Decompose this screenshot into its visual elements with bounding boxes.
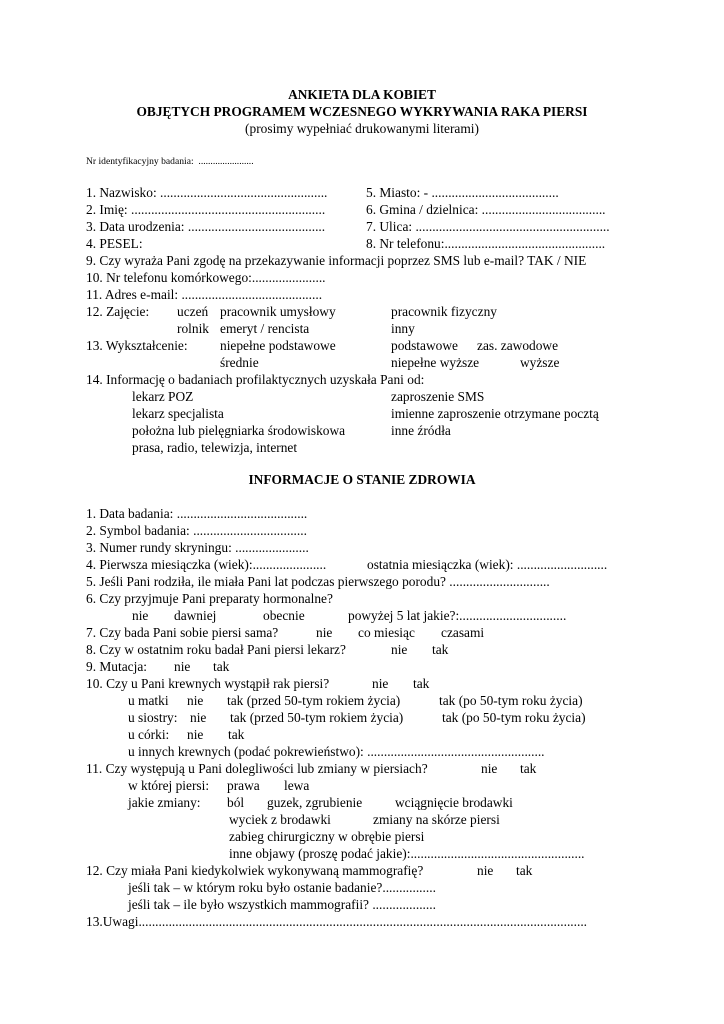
mammography-count-field[interactable]: jeśli tak – ile było wszystkich mammografii? ...................: [128, 897, 436, 912]
exam-date-field[interactable]: 1. Data badania: .......................................: [86, 506, 308, 521]
info-source-option[interactable]: inne źródła: [391, 423, 451, 438]
info-source-option[interactable]: prasa, radio, telewizja, internet: [132, 440, 298, 455]
hormones-question: 6. Czy przyjmuje Pani preparaty hormonalne?: [86, 591, 333, 606]
breast-changes-option[interactable]: nie: [481, 761, 498, 776]
mutation-option[interactable]: nie: [174, 659, 191, 674]
which-breast-label: w której piersi:: [128, 778, 210, 793]
district-field[interactable]: 6. Gmina / dzielnica: .....................................: [366, 202, 606, 217]
first-name-field[interactable]: 2. Imię: ..........................................................: [86, 202, 326, 217]
education-option[interactable]: podstawowe: [391, 338, 458, 353]
relative-mother-option[interactable]: tak (po 50-tym roku życia): [439, 693, 583, 708]
relative-mother-option[interactable]: nie: [187, 693, 204, 708]
mammography-question: 12. Czy miała Pani kiedykolwiek wykonywaną mammografię?: [86, 863, 424, 878]
relative-mother-option[interactable]: tak (przed 50-tym rokiem życia): [227, 693, 401, 708]
info-source-option[interactable]: lekarz POZ: [132, 389, 194, 404]
education-option[interactable]: niepełne podstawowe: [220, 338, 336, 353]
mammography-option[interactable]: nie: [477, 863, 494, 878]
mutation-question: 9. Mutacja:: [86, 659, 147, 674]
last-mammography-year-field[interactable]: jeśli tak – w którym roku było ostanie badanie?................: [128, 880, 436, 895]
info-source-option[interactable]: położna lub pielęgniarka środowiskowa: [132, 423, 346, 438]
relative-sister-label: u siostry:: [128, 710, 178, 725]
relative-daughter-option[interactable]: tak: [228, 727, 245, 742]
relative-mother-label: u matki: [128, 693, 169, 708]
email-field[interactable]: 11. Adres e-mail: ..........................................: [86, 287, 323, 302]
doctor-exam-option[interactable]: nie: [391, 642, 408, 657]
occupation-option[interactable]: inny: [391, 321, 415, 336]
form-instruction: (prosimy wypełniać drukowanymi literami): [245, 121, 479, 136]
occupation-option[interactable]: rolnik: [177, 321, 209, 336]
surname-field[interactable]: 1. Nazwisko: ..................................................: [86, 185, 328, 200]
change-type-option[interactable]: wyciek z brodawki: [229, 812, 331, 827]
which-breast-option[interactable]: lewa: [284, 778, 310, 793]
first-period-field[interactable]: 4. Pierwsza miesiączka (wiek):......................: [86, 557, 327, 572]
hormones-option[interactable]: obecnie: [263, 608, 305, 623]
info-source-option[interactable]: lekarz specjalista: [132, 406, 224, 421]
education-option[interactable]: wyższe: [520, 355, 560, 370]
mammography-option[interactable]: tak: [516, 863, 533, 878]
city-field[interactable]: 5. Miasto: - ......................................: [366, 185, 559, 200]
hormones-option[interactable]: powyżej 5 lat jakie?:................................: [348, 608, 567, 623]
info-source-option[interactable]: imienne zaproszenie otrzymane pocztą: [391, 406, 599, 421]
relative-sister-option[interactable]: tak (przed 50-tym rokiem życia): [230, 710, 404, 725]
info-source-label: 14. Informację o badaniach profilaktycznych uzyskała Pani od:: [86, 372, 425, 387]
remarks-field[interactable]: 13.Uwagi......................................................................................................................................: [86, 914, 588, 929]
change-types-label: jakie zmiany:: [128, 795, 201, 810]
health-section-title: INFORMACJE O STANIE ZDROWIA: [248, 472, 476, 487]
self-exam-option[interactable]: nie: [316, 625, 333, 640]
hormones-option[interactable]: nie: [132, 608, 149, 623]
phone-field[interactable]: 8. Nr telefonu:................................................: [366, 236, 606, 251]
change-type-option[interactable]: zmiany na skórze piersi: [373, 812, 500, 827]
form-title: ANKIETA DLA KOBIET: [288, 87, 436, 102]
family-cancer-option[interactable]: tak: [413, 676, 430, 691]
occupation-option[interactable]: uczeń: [177, 304, 209, 319]
family-cancer-question: 10. Czy u Pani krewnych wystąpił rak piersi?: [86, 676, 330, 691]
relative-other-field[interactable]: u innych krewnych (podać pokrewieństwo): .....................................................: [128, 744, 545, 759]
change-type-option[interactable]: ból: [227, 795, 245, 810]
birth-date-field[interactable]: 3. Data urodzenia: .........................................: [86, 219, 326, 234]
street-field[interactable]: 7. Ulica: ..........................................................: [366, 219, 610, 234]
self-exam-option[interactable]: czasami: [441, 625, 485, 640]
sms-consent-question[interactable]: 9. Czy wyraża Pani zgodę na przekazywanie informacji poprzez SMS lub e-mail? TAK / NIE: [86, 253, 587, 268]
occupation-option[interactable]: emeryt / rencista: [220, 321, 310, 336]
id-number-field[interactable]: Nr identyfikacyjny badania: .......................: [86, 156, 254, 167]
doctor-exam-question: 8. Czy w ostatnim roku badał Pani piersi lekarz?: [86, 642, 346, 657]
education-option[interactable]: zas. zawodowe: [477, 338, 559, 353]
education-option[interactable]: niepełne wyższe: [391, 355, 480, 370]
hormones-option[interactable]: dawniej: [174, 608, 217, 623]
self-exam-question: 7. Czy bada Pani sobie piersi sama?: [86, 625, 279, 640]
last-period-field[interactable]: ostatnia miesiączka (wiek): ...........................: [367, 557, 608, 572]
mobile-phone-field[interactable]: 10. Nr telefonu komórkowego:......................: [86, 270, 326, 285]
occupation-label: 12. Zajęcie:: [86, 304, 150, 319]
first-birth-age-field[interactable]: 5. Jeśli Pani rodziła, ile miała Pani lat podczas pierwszego porodu? ..............................: [86, 574, 550, 589]
occupation-option[interactable]: pracownik fizyczny: [391, 304, 497, 319]
which-breast-option[interactable]: prawa: [227, 778, 260, 793]
form-subtitle-program: OBJĘTYCH PROGRAMEM WCZESNEGO WYKRYWANIA RAKA PIERSI: [136, 104, 588, 119]
relative-sister-option[interactable]: tak (po 50-tym roku życia): [442, 710, 586, 725]
change-type-option[interactable]: guzek, zgrubienie: [267, 795, 363, 810]
change-type-option[interactable]: zabieg chirurgiczny w obrębie piersi: [229, 829, 425, 844]
occupation-option[interactable]: pracownik umysłowy: [220, 304, 336, 319]
self-exam-option[interactable]: co miesiąc: [358, 625, 415, 640]
education-label: 13. Wykształcenie:: [86, 338, 188, 353]
relative-daughter-option[interactable]: nie: [187, 727, 204, 742]
info-source-option[interactable]: zaproszenie SMS: [391, 389, 485, 404]
education-option[interactable]: średnie: [220, 355, 259, 370]
exam-symbol-field[interactable]: 2. Symbol badania: ..................................: [86, 523, 307, 538]
change-type-option[interactable]: wciągnięcie brodawki: [395, 795, 513, 810]
relative-daughter-label: u córki:: [128, 727, 170, 742]
family-cancer-option[interactable]: nie: [372, 676, 389, 691]
relative-sister-option[interactable]: nie: [190, 710, 207, 725]
other-symptoms-field[interactable]: inne objawy (proszę podać jakie):....................................................: [229, 846, 585, 861]
pesel-field[interactable]: 4. PESEL:: [86, 236, 143, 251]
mutation-option[interactable]: tak: [213, 659, 230, 674]
screening-round-field[interactable]: 3. Numer rundy skryningu: ......................: [86, 540, 309, 555]
breast-changes-option[interactable]: tak: [520, 761, 537, 776]
doctor-exam-option[interactable]: tak: [432, 642, 449, 657]
breast-changes-question: 11. Czy występują u Pani dolegliwości lub zmiany w piersiach?: [86, 761, 428, 776]
